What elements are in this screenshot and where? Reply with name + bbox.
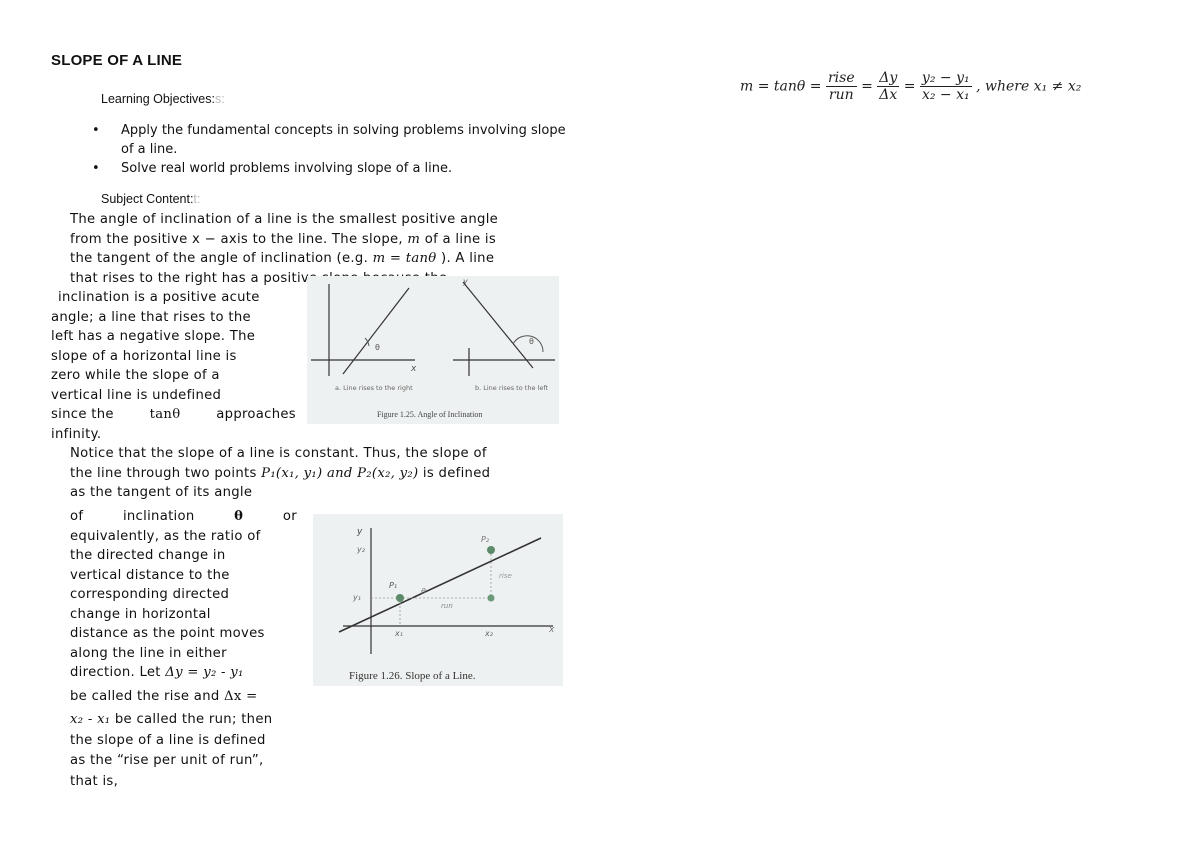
para1-line: from the positive x − axis to the line. The slope, m of a line is: [70, 231, 497, 247]
para2-wrap-line: that is,: [70, 773, 119, 789]
fig2-x2-label: x₂: [485, 629, 493, 638]
para2-wrap-line: direction. Let Δy = y₂ - y₁: [70, 665, 244, 680]
fig2-x1-label: x₁: [395, 629, 403, 638]
paragraph-slope-wrap: [70, 507, 297, 791]
fig1-theta-left: θ: [375, 343, 380, 352]
para2-line: the line through two points P₁(x₁, y₁) and P₂(x₂, y₂) is defined: [70, 465, 491, 481]
para2-wrap-line: change in horizontal: [70, 606, 211, 622]
formula-equals: =: [861, 78, 873, 95]
fig2-p1-label: P₁: [389, 581, 398, 590]
figure-angle-of-inclination: [307, 276, 559, 424]
para1-wrap-line: vertical line is undefined: [51, 387, 222, 403]
fig2-y-label: y: [357, 527, 363, 537]
formula-condition: , where x₁ ≠ x₂: [976, 78, 1082, 95]
bullet-icon: •: [92, 123, 100, 138]
subject-content-heading: [101, 192, 200, 206]
para1-wrap-line: angle; a line that rises to the: [51, 309, 251, 325]
paragraph-inclination-wrap: [51, 288, 296, 444]
fig2-point-corner: [488, 595, 495, 602]
para2-wrap-line: vertical distance to the: [70, 567, 230, 583]
learning-objectives-heading: [101, 92, 225, 106]
formula-delta: $\frac{\Delta y}{\Delta x}$: [879, 70, 898, 103]
para1-wrap-line: inclination is a positive acute: [58, 290, 260, 305]
fig2-point-p2: [487, 546, 495, 554]
fig1-subcaption-a: a. Line rises to the right: [335, 384, 413, 392]
learning-objectives-label: Learning Objectives:: [101, 92, 215, 106]
fig2-run-label: run: [441, 602, 453, 610]
fig2-y1-label: y₁: [353, 593, 361, 602]
formula-rise-run: $\frac{\text{rise}}{\text{run}}$: [827, 70, 855, 103]
para2-wrap-line: equivalently, as the ratio of: [70, 528, 261, 544]
para2-wrap-line: the slope of a line is defined: [70, 732, 266, 748]
fig2-point-p1: [396, 594, 404, 602]
para1-wrap-line: zero while the slope of a: [51, 368, 220, 383]
fig1-line-right: [343, 288, 409, 374]
para1-line: the tangent of the angle of inclination (e.g. m = tanθ ). A line: [70, 251, 495, 266]
para1-line: that rises to the right has a positive slope because the: [70, 270, 448, 286]
para2-line: as the tangent of its angle: [70, 485, 253, 500]
para1-wrap-line: infinity.: [51, 426, 102, 442]
fig2-theta-label: θ: [421, 587, 426, 596]
para2-wrap-line: be called the rise and Δx =: [70, 688, 258, 704]
para1-line: The angle of inclination of a line is the smallest positive angle: [70, 212, 499, 227]
fig2-y2-label: y₂: [357, 545, 365, 554]
fig2-rise-label: rise: [499, 572, 512, 580]
para1-wrap-line: slope of a horizontal line is: [51, 348, 237, 364]
para2-wrap-line: distance as the point moves: [70, 626, 265, 641]
slope-formula: [740, 70, 1081, 103]
subject-content-ghost: t:: [193, 192, 201, 206]
bullet-icon: •: [92, 161, 100, 176]
formula-coords: $\frac{\text{y₂ − y₁}}{\text{x₂ − x₁}}$: [921, 70, 970, 103]
fig1-line-left: [463, 282, 533, 368]
para2-line: Notice that the slope of a line is constant. Thus, the slope of: [70, 446, 487, 461]
para2-wrap-line: x₂ - x₁ be called the run; then: [70, 712, 273, 727]
para1-wrap-line: left has a negative slope. The: [51, 329, 256, 344]
fig2-line: [339, 538, 541, 632]
formula-lhs: m = tanθ =: [740, 78, 822, 95]
para1-wrap-line: since the tanθ approaches: [51, 407, 296, 422]
para2-wrap-line: along the line in either: [70, 645, 227, 661]
fig1-theta-right: θ: [529, 337, 534, 346]
fig1-y-label-right: y: [463, 277, 468, 286]
objective-text: Apply the fundamental concepts in solving problems involving slope of a line.: [121, 123, 566, 157]
fig2-caption: Figure 1.26. Slope of a Line.: [349, 670, 476, 682]
fig2-p2-label: P₂: [481, 535, 490, 544]
paragraph-slope-definition: [70, 444, 552, 503]
fig1-subcaption-b: b. Line rises to the left: [475, 384, 549, 392]
subject-content-label: Subject Content:: [101, 192, 194, 206]
learning-objectives-ghost: s:: [214, 92, 225, 106]
formula-equals: =: [903, 78, 916, 95]
para2-wrap-line: corresponding directed: [70, 587, 230, 602]
figure-slope-of-line: [313, 514, 563, 686]
page-title: SLOPE OF A LINE: [51, 52, 183, 69]
objective-text: Solve real world problems involving slope of a line.: [121, 161, 453, 176]
fig1-caption: Figure 1.25. Angle of Inclination: [377, 410, 483, 419]
para2-wrap-line: as the “rise per unit of run”,: [70, 753, 264, 768]
para2-wrap-line: the directed change in: [70, 548, 226, 563]
para2-wrap-line: of inclination θ or: [70, 509, 297, 524]
fig1-x-label-left: x: [411, 364, 417, 374]
fig2-x-label: x: [549, 625, 555, 635]
